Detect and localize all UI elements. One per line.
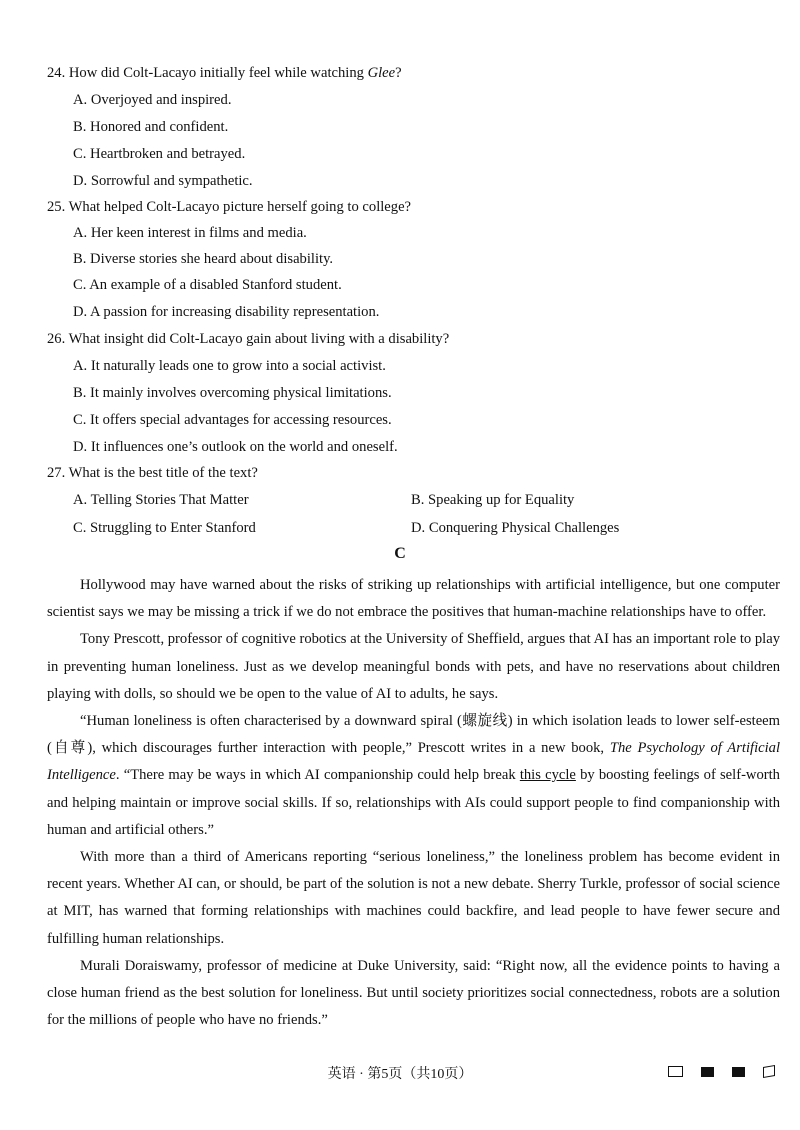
paragraph bbox=[47, 708, 780, 844]
filled-square-mark-icon bbox=[701, 1067, 714, 1077]
option: C. Heartbroken and betrayed. bbox=[73, 146, 246, 162]
option: D. It influences one’s outlook on the world and oneself. bbox=[73, 439, 398, 455]
paragraph: With more than a third of Americans reporting “serious loneliness,” the loneliness problem has become evident in recent years. Whether AI can, or should, be part of the solution is not a new debate. Sherry Turkle, professor of social science at MIT, has warned that forming relationships with machines could backfire, and lead people to have fewer secure and fulfilling human relationships. bbox=[47, 849, 780, 947]
paragraph-text: “Human loneliness is often characterised by a downward spiral (螺旋线) in which isolation leads to lower self-esteem (自尊), which discourages further interaction with people,” Prescott writes in a new book, bbox=[47, 713, 780, 757]
question-stem: 25. What helped Colt-Lacayo picture herself going to college? bbox=[47, 199, 412, 215]
option: C. Struggling to Enter Stanford bbox=[73, 520, 256, 536]
option: C. An example of a disabled Stanford student. bbox=[73, 277, 342, 293]
option: D. Sorrowful and sympathetic. bbox=[73, 173, 253, 189]
page-footer: 英语 · 第5页（共10页） bbox=[327, 1067, 473, 1082]
scan-marks bbox=[668, 1066, 775, 1077]
underlined-phrase: this cycle bbox=[519, 767, 576, 784]
filled-square-mark-icon bbox=[732, 1067, 745, 1077]
book-title: The Psychology of Artificial Intelligence bbox=[47, 740, 781, 784]
reading-passage bbox=[47, 572, 780, 1034]
paragraph: Murali Doraiswamy, professor of medicine at Duke University, said: “Right now, all the evidence points to having a close human friend as the best solution for loneliness. But until society prioritizes social connectedness, robots are a solution for the millions of people who have no friends.” bbox=[47, 957, 780, 1029]
option: A. It naturally leads one to grow into a social activist. bbox=[73, 358, 386, 374]
option: B. Speaking up for Equality bbox=[411, 492, 575, 508]
paragraph: Tony Prescott, professor of cognitive robotics at the University of Sheffield, argues that AI has an important role to play in preventing human loneliness. Just as we develop meaningful bonds with pets, and have no reservations about children playing with dolls, so should we be open to the value of AI to adults, he says. bbox=[47, 631, 781, 702]
paragraph-text: . “There may be ways in which AI companionship could help break bbox=[115, 767, 520, 784]
option: C. It offers special advantages for accessing resources. bbox=[73, 412, 392, 428]
option: A. Telling Stories That Matter bbox=[73, 492, 249, 508]
option: D. A passion for increasing disability representation. bbox=[73, 304, 380, 320]
question-stem bbox=[47, 63, 402, 83]
hollow-square-mark-icon bbox=[668, 1066, 683, 1077]
option: B. Diverse stories she heard about disability. bbox=[73, 251, 334, 267]
stem-text: ? bbox=[395, 65, 402, 81]
show-title: Glee bbox=[367, 65, 396, 81]
paragraph: Hollywood may have warned about the risks of striking up relationships with artificial intelligence, but one computer scientist says we may be missing a trick if we do not embrace the positives that human-machine relationships have to offer. bbox=[47, 577, 780, 621]
option: B. It mainly involves overcoming physical limitations. bbox=[73, 385, 392, 401]
paragraph-text: by boosting feelings of self-worth and helping maintain or improve social skills. If so, relationships with AIs could support people to find companionship with human and artificial others.” bbox=[47, 767, 780, 838]
option: A. Overjoyed and inspired. bbox=[73, 92, 232, 108]
question-stem: 27. What is the best title of the text? bbox=[47, 465, 258, 481]
section-heading: C bbox=[394, 545, 406, 562]
option: D. Conquering Physical Challenges bbox=[411, 520, 620, 536]
option: B. Honored and confident. bbox=[73, 119, 229, 135]
hollow-square-mark-icon bbox=[763, 1065, 775, 1078]
question-stem: 26. What insight did Colt-Lacayo gain about living with a disability? bbox=[47, 331, 450, 347]
option: A. Her keen interest in films and media. bbox=[73, 225, 307, 241]
stem-text: 24. How did Colt-Lacayo initially feel while watching bbox=[47, 65, 368, 81]
